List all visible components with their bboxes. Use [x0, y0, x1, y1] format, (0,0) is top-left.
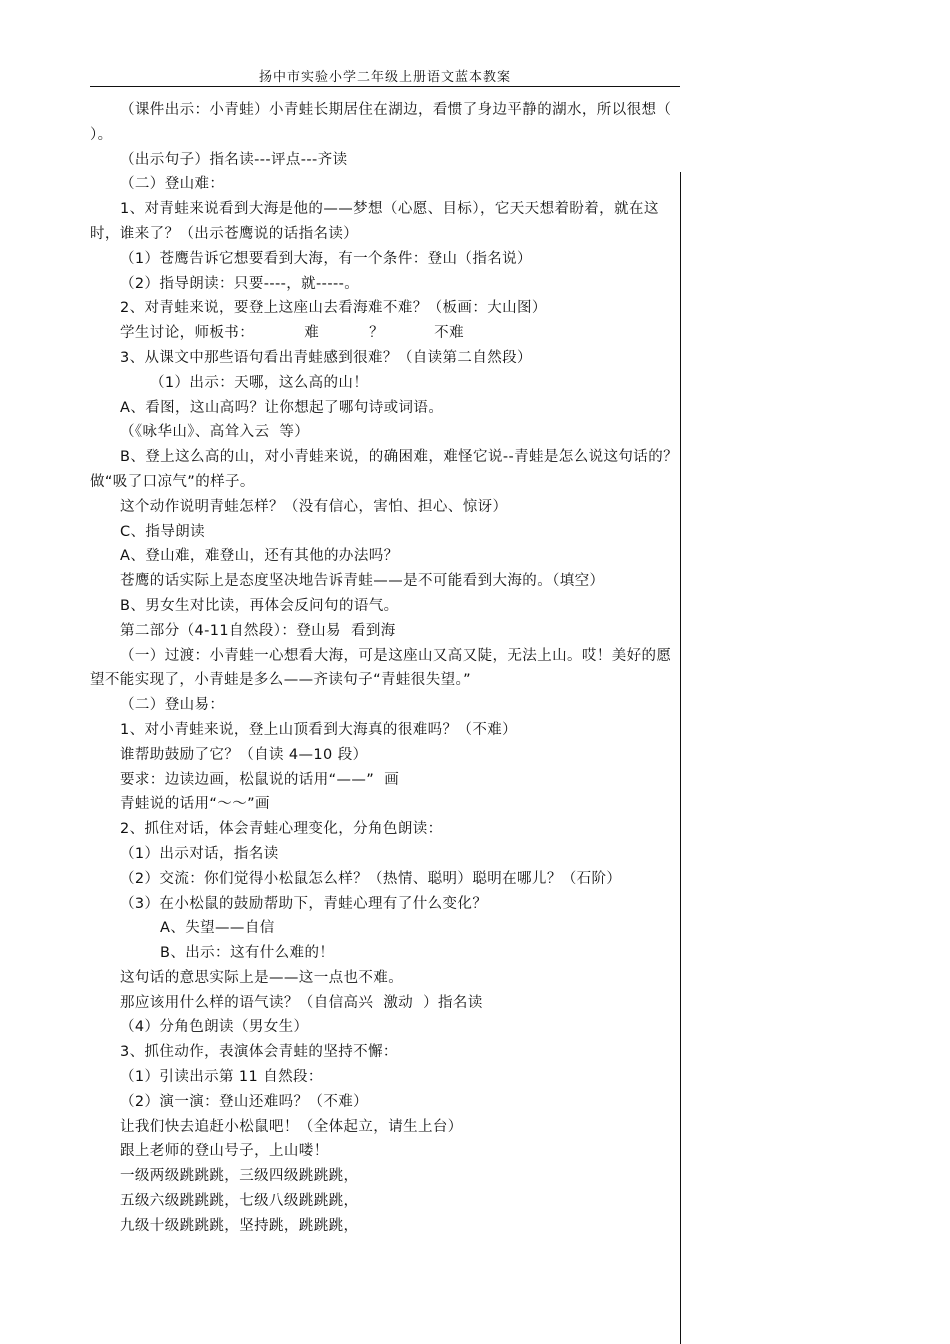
lesson-line: （4）分角色朗读（男女生） [120, 1019, 309, 1036]
lesson-line: B、出示：这有什么难的！ [160, 945, 335, 962]
lesson-line: （2）指导朗读：只要----，就-----。 [120, 275, 360, 292]
lesson-line: （1）出示：天哪，这么高的山！ [150, 374, 369, 391]
lesson-line: （课件出示：小青蛙）小青蛙长期居住在湖边，看惯了身边平静的湖水，所以很想（ ）。 [90, 102, 722, 143]
lesson-line: （一）过渡：小青蛙一心想看大海，可是这座山又高又陡，无法上山。哎！美好的愿望不能实现了，小青蛙是多么——齐读句子“青蛙很失望。” [90, 647, 672, 689]
lesson-line: A、看图，这山高吗？让你想起了哪句诗或词语。 [120, 399, 444, 416]
lesson-line: （1）出示对话，指名读 [120, 845, 279, 862]
lesson-line: （1）苍鹰告诉它想要看到大海，有一个条件：登山（指名说） [120, 250, 532, 267]
lesson-line: 谁帮助鼓励了它？（自读 4—10 段） [120, 746, 368, 763]
lesson-line: （出示句子）指名读---评点---齐读 [120, 151, 348, 168]
lesson-line: 2、抓住对话，体会青蛙心理变化，分角色朗读： [120, 821, 443, 838]
lesson-line: B、登上这么高的山，对小青蛙来说，的确困难，难怪它说--青蛙是怎么说这句话的？做“吸了口凉气”的样子。 [90, 449, 679, 490]
lesson-plan-body [90, 98, 722, 1239]
lesson-line: 那应该用什么样的语气读？（自信高兴 激动 ）指名读 [120, 994, 483, 1011]
lesson-line: （2）交流：你们觉得小松鼠怎么样？（热情、聪明）聪明在哪儿？（石阶） [120, 870, 622, 887]
lesson-line: （3）在小松鼠的鼓励帮助下，青蛙心理有了什么变化？ [120, 895, 488, 912]
lesson-line: （二）登山难： [120, 176, 225, 193]
lesson-line: （2）演一演：登山还难吗？（不难） [120, 1093, 369, 1110]
lesson-line: 青蛙说的话用“～～”画 [120, 796, 270, 813]
lesson-line: 1、对青蛙来说看到大海是他的——梦想（心愿、目标），它天天想着盼着，就在这时，谁来了？（出示苍鹰说的话指名读） [90, 201, 659, 242]
lesson-line: 一级两级跳跳跳，三级四级跳跳跳， [120, 1168, 359, 1185]
lesson-line: 2、对青蛙来说，要登上这座山去看海难不难？（板画：大山图） [120, 300, 547, 317]
lesson-line: 学生讨论，师板书： 难 ？ 不难 [120, 325, 464, 342]
lesson-line: C、指导朗读 [120, 523, 206, 540]
lesson-line: 苍鹰的话实际上是态度坚决地告诉青蛙——是不可能看到大海的。（填空） [120, 573, 605, 590]
lesson-line: A、登山难，难登山，还有其他的办法吗？ [120, 548, 399, 565]
lesson-line: A、失望——自信 [160, 920, 275, 937]
lesson-line: 第二部分（4-11自然段）：登山易 看到海 [120, 622, 396, 639]
lesson-line: （二）登山易： [120, 697, 225, 714]
lesson-line: 跟上老师的登山号子，上山喽！ [120, 1143, 329, 1160]
header-divider [90, 86, 680, 87]
page-header-title: 扬中市实验小学二年级上册语文蓝本教案 [258, 70, 511, 85]
lesson-line: 1、对小青蛙来说，登上山顶看到大海真的很难吗？（不难） [120, 721, 518, 738]
lesson-line: 让我们快去追赶小松鼠吧！（全体起立，请生上台） [120, 1118, 463, 1135]
lesson-line: 要求：边读边画，松鼠说的话用“——” 画 [120, 771, 400, 788]
lesson-line: 这句话的意思实际上是——这一点也不难。 [120, 969, 404, 986]
lesson-line: 3、抓住动作，表演体会青蛙的坚持不懈： [120, 1044, 398, 1061]
lesson-line: 3、从课文中那些语句看出青蛙感到很难？（自读第二自然段） [120, 349, 532, 366]
lesson-line: 五级六级跳跳跳，七级八级跳跳跳， [120, 1193, 359, 1210]
table-right-border [680, 172, 681, 1344]
lesson-line: B、男女生对比读，再体会反问句的语气。 [120, 597, 399, 614]
lesson-line: （1）引读出示第 11 自然段： [120, 1069, 323, 1086]
lesson-line: （《咏华山》、高耸入云 等） [120, 424, 310, 441]
lesson-line: 这个动作说明青蛙怎样？（没有信心，害怕、担心、惊讶） [120, 498, 508, 515]
lesson-line: 九级十级跳跳跳，坚持跳，跳跳跳， [120, 1217, 359, 1234]
